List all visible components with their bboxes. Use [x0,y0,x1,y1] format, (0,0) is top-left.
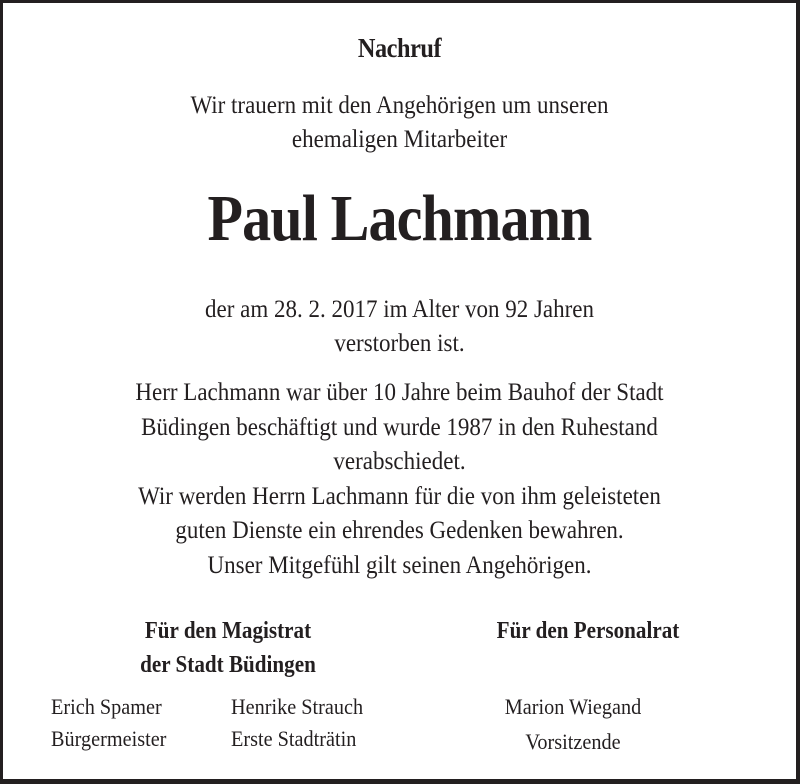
body-line: verabschiedet. [333,448,466,475]
signer-role: Vorsitzende [525,729,621,754]
intro-line: Wir trauern mit den Angehörigen um unseren [190,92,609,119]
signer-name: Henrike Strauch [231,694,364,719]
body-line: Wir werden Herrn Lachmann für die von ihm geleisteten [138,482,661,510]
magistrat-heading-line: der Stadt Büdingen [140,652,316,678]
personalrat-heading [434,614,742,648]
signer-name: Erich Spamer [51,694,162,719]
body-line: Unser Mitgefühl gilt seinen Angehörigen. [207,551,592,579]
body-line: Herr Lachmann war über 10 Jahre beim Bauhof der Stadt [135,379,664,406]
notice-title: Nachruf [357,33,442,63]
death-info [35,293,765,361]
death-line: verstorben ist. [334,330,465,357]
magistrat-heading-line: Für den Magistrat [144,618,312,644]
intro-line: ehemaligen Mitarbeiter [291,126,508,153]
signature-mayor [51,691,166,755]
signer-name: Marion Wiegand [504,694,642,719]
magistrat-heading [92,614,365,682]
signature-staff-council-chair [453,691,692,758]
signer-role: Bürgermeister [51,726,167,751]
body-line: Büdingen beschäftigt und wurde 1987 in den Ruhestand [141,413,658,441]
intro-text [35,89,765,157]
body-line: guten Dienste ein ehrendes Gedenken bewahren. [175,517,624,544]
death-line: der am 28. 2. 2017 im Alter von 92 Jahren [204,296,595,323]
signature-councillor [231,691,363,755]
deceased-name: Paul Lachmann [207,182,592,255]
body-text [35,376,765,583]
signer-role: Erste Stadträtin [231,726,357,751]
personalrat-heading-line: Für den Personalrat [496,618,680,644]
